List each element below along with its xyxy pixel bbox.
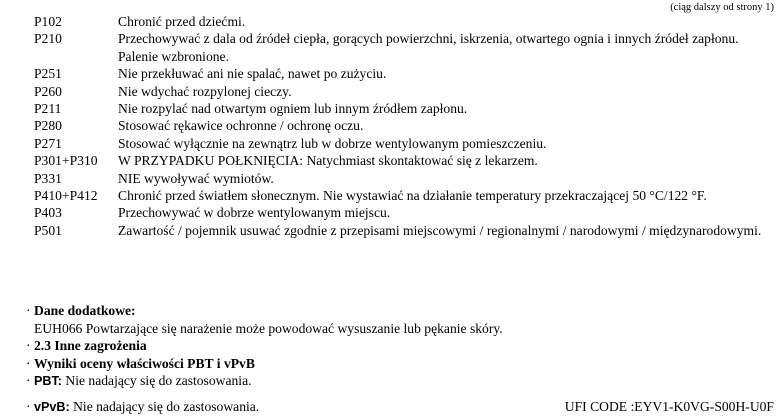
pbt-heading: · Wyniki oceny właściwości PBT i vPvB	[26, 355, 255, 371]
precaution-text: Nie wdychać rozpylonej cieczy.	[118, 83, 292, 99]
pbt-text: Nie nadający się do zastosowania.	[65, 373, 252, 388]
precaution-row	[34, 152, 774, 169]
pbt-result	[26, 372, 776, 390]
precaution-code: P211	[34, 101, 62, 117]
precaution-code: P331	[34, 170, 62, 186]
vpvb-result	[26, 398, 506, 416]
precaution-text: Zawartość / pojemnik usuwać zgodnie z przepisami miejscowymi / regionalnymi / narodowymi / międzynarodowymi.	[118, 222, 762, 238]
precaution-text: Przechowywać z dala od źródeł ciepła, gorących powierzchni, iskrzenia, otwartego ognia i innych źródeł zapłonu. Palenie wzbronione.	[118, 31, 739, 64]
precaution-code: P251	[34, 66, 62, 82]
vpvb-label: vPvB:	[34, 400, 70, 414]
precaution-code: P403	[34, 205, 62, 221]
precaution-text: W PRZYPADKU POŁKNIĘCIA: Natychmiast skontaktować się z lekarzem.	[118, 153, 538, 169]
precaution-code: P410+P412	[34, 188, 98, 204]
precaution-row	[34, 170, 774, 187]
precaution-code: P210	[34, 31, 62, 47]
precaution-text: Przechowywać w dobrze wentylowanym miejscu.	[118, 205, 391, 221]
precaution-text: Nie przekłuwać ani nie spalać, nawet po zużyciu.	[118, 66, 387, 82]
precaution-text: Nie rozpylać nad otwartym ogniem lub innym źródłem zapłonu.	[118, 101, 468, 117]
precaution-row	[34, 187, 774, 204]
bullet-marker: ·	[26, 373, 31, 388]
bullet-marker: ·	[26, 355, 31, 371]
vpvb-text: Nie nadający się do zastosowania.	[73, 399, 260, 414]
precaution-row	[34, 83, 774, 100]
section-heading: · 2.3 Inne zagrożenia	[26, 338, 147, 353]
precaution-row	[34, 222, 774, 239]
additional-info-heading: · Dane dodatkowe:	[26, 303, 136, 318]
precaution-row	[34, 100, 774, 117]
precaution-text: Chronić przed dziećmi.	[118, 14, 246, 29]
precaution-code: P301+P310	[34, 153, 98, 169]
precaution-text: Stosować wyłącznie na zewnątrz lub w dobrze wentylowanym pomieszczeniu.	[118, 135, 547, 151]
precaution-text: Chronić przed światłem słonecznym. Nie wystawiać na działanie temperatury przekraczającej 50 °C/122 °F.	[118, 188, 707, 204]
precaution-row	[34, 13, 774, 30]
precaution-code: P260	[34, 83, 62, 99]
continuation-note: (ciąg dalszy od strony 1)	[670, 2, 774, 13]
bullet-marker: ·	[26, 399, 31, 414]
precaution-code: P280	[34, 118, 62, 134]
bullet-marker: ·	[26, 338, 31, 353]
precaution-row	[34, 204, 774, 221]
precaution-code: P501	[34, 222, 62, 238]
precaution-text: NIE wywoływać wymiotów.	[118, 170, 274, 186]
precaution-row	[34, 65, 774, 82]
precaution-code: P102	[34, 14, 62, 29]
precaution-row	[34, 135, 774, 152]
precaution-code: P271	[34, 135, 62, 151]
precaution-row	[34, 30, 774, 65]
precaution-row	[34, 117, 774, 134]
precaution-list	[34, 13, 774, 239]
bullet-marker: ·	[26, 303, 31, 318]
euh-statement: EUH066 Powtarzające się narażenie może powodować wysuszanie lub pękanie skóry.	[34, 320, 503, 336]
pbt-label: PBT:	[34, 374, 62, 388]
precaution-text: Stosować rękawice ochronne / ochronę oczu.	[118, 118, 364, 134]
ufi-code: UFI CODE :EYV1-K0VG-S00H-U0F	[564, 399, 774, 414]
